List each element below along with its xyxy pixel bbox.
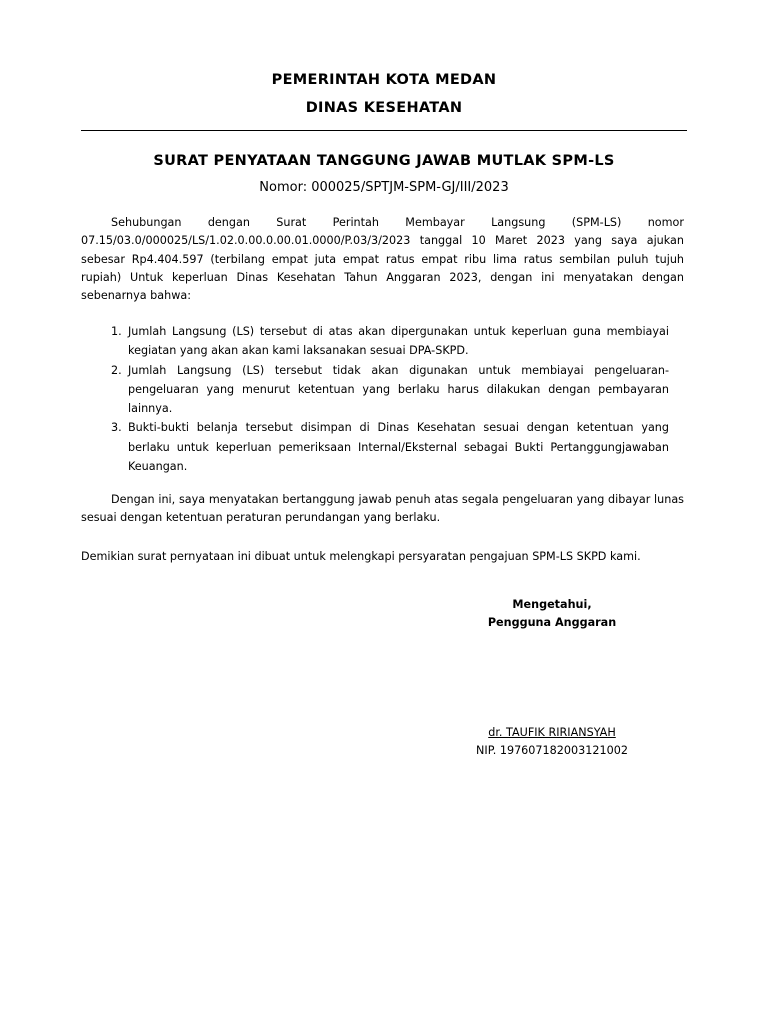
signatory-nip: NIP. 197607182003121002: [476, 744, 628, 757]
list-item-number: 1.: [111, 325, 122, 338]
list-item-text: Jumlah Langsung (LS) tersebut di atas akan dipergunakan untuk keperluan guna membiayai kegiatan yang akan akan kami laksanakan sesuai DPA-SKPD.: [128, 325, 669, 358]
list-item-text: Jumlah Langsung (LS) tersebut tidak akan digunakan untuk membiayai pengeluaran-pengeluaran yang menurut ketentuan yang berlaku harus dilakukan dengan pembayaran lainnya.: [128, 363, 669, 416]
closing-paragraph: Demikian surat pernyataan ini dibuat untuk melengkapi persyaratan pengajuan SPM-LS SKPD kami.: [81, 550, 641, 563]
signatory-name: dr. TAUFIK RIRIANSYAH: [488, 726, 616, 739]
list-item-text: Bukti-bukti belanja tersebut disimpan di Dinas Kesehatan sesuai dengan ketentuan yang berlaku untuk keperluan pemeriksaan Internal/Eksternal sebagai Bukti Pertanggungjawaban Keuangan.: [128, 421, 669, 474]
signature-acknowledgement: Mengetahui,: [512, 598, 592, 611]
list-item: [108, 322, 669, 361]
list-item: [108, 361, 669, 419]
header-government-name: PEMERINTAH KOTA MEDAN: [271, 72, 497, 88]
statement-paragraph: Dengan ini, saya menyatakan bertanggung jawab penuh atas segala pengeluaran yang dibayar lunas sesuai dengan ketentuan peraturan perundangan yang berlaku.: [81, 493, 684, 525]
list-item-number: 2.: [111, 363, 122, 377]
signature-role: Pengguna Anggaran: [487, 616, 617, 629]
document-title: SURAT PENYATAAN TANGGUNG JAWAB MUTLAK SPM-LS: [153, 153, 615, 169]
document-number: Nomor: 000025/SPTJM-SPM-GJ/III/2023: [259, 180, 509, 195]
statement-list: [108, 322, 669, 476]
header-agency-name: DINAS KESEHATAN: [305, 100, 463, 116]
intro-paragraph: Sehubungan dengan Surat Perintah Membayar Langsung (SPM-LS) nomor 07.15/03.0/000025/LS/1.02.0.00.0.00.01.0000/P.03/3/2023 tanggal 10 Maret 2023 yang saya ajukan sebesar Rp4.404.597 (terbilang empat juta empat ratus empat ribu lima ratus sembilan puluh tujuh rupiah) Untuk keperluan Dinas Kesehatan Tahun Anggaran 2023, dengan ini menyatakan dengan sebenarnya bahwa:: [81, 216, 684, 303]
header-divider: [81, 130, 687, 131]
list-item: [108, 418, 669, 476]
list-item-number: 3.: [111, 421, 122, 435]
